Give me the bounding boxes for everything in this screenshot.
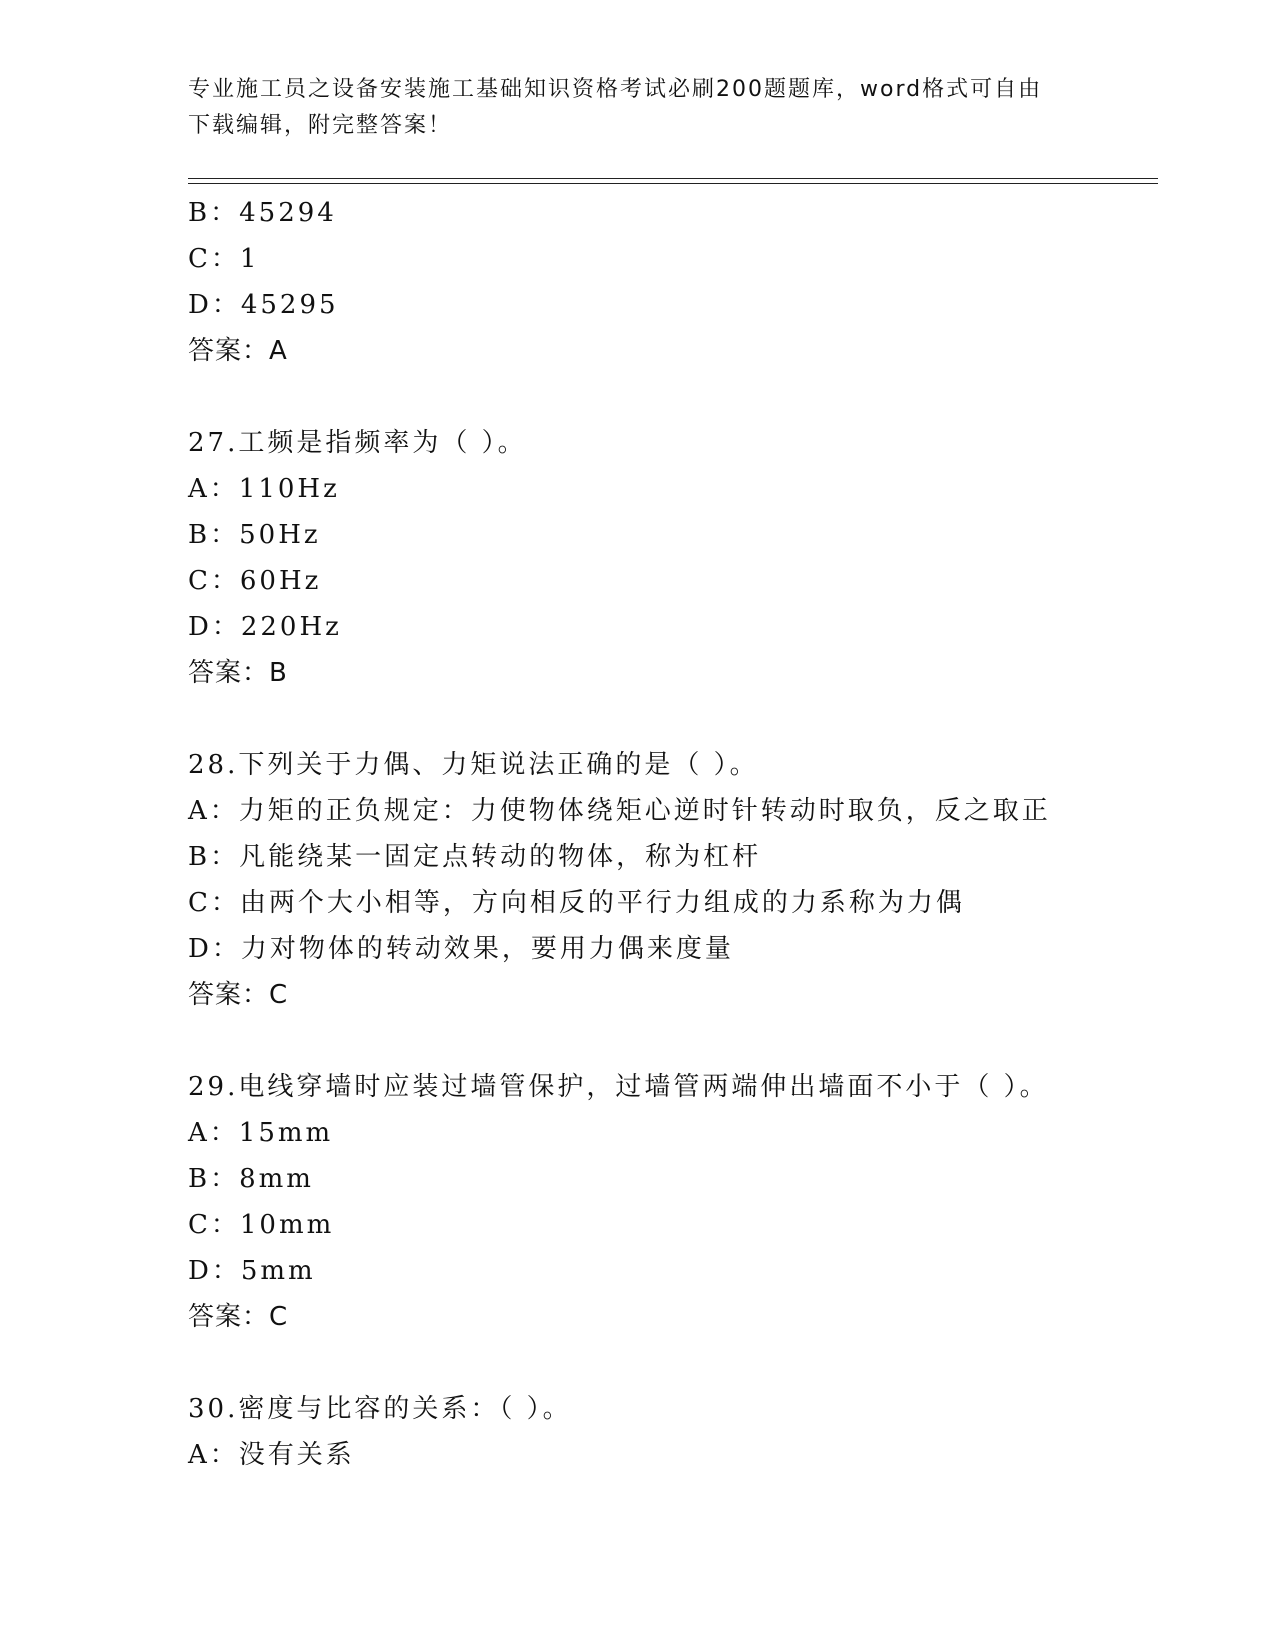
header-title-line-1: 专业施工员之设备安装施工基础知识资格考试必刷200题题库，word格式可自由 bbox=[188, 77, 1043, 102]
option-c: C：1 bbox=[188, 244, 260, 274]
option-a: A：力矩的正负规定：力使物体绕矩心逆时针转动时取负，反之取正 bbox=[188, 796, 1051, 826]
answer-text: 答案：C bbox=[188, 1302, 289, 1332]
option-b: B：8mm bbox=[188, 1164, 314, 1194]
option-d: D：力对物体的转动效果，要用力偶来度量 bbox=[188, 934, 734, 964]
option-c: C：由两个大小相等，方向相反的平行力组成的力系称为力偶 bbox=[188, 888, 965, 918]
header-divider-bottom bbox=[188, 183, 1158, 184]
header-title-line-2: 下载编辑，附完整答案！ bbox=[188, 113, 453, 138]
answer-text: 答案：C bbox=[188, 980, 289, 1010]
option-a: A：110Hz bbox=[188, 474, 340, 504]
answer-text: 答案：B bbox=[188, 658, 288, 688]
question-26-continuation bbox=[188, 190, 1138, 374]
question-stem: 29.电线穿墙时应装过墙管保护，过墙管两端伸出墙面不小于（ ）。 bbox=[188, 1072, 1049, 1102]
question-29 bbox=[188, 1064, 1138, 1340]
spacer bbox=[188, 374, 1138, 420]
header-divider-top bbox=[188, 178, 1158, 179]
option-a: A：15mm bbox=[188, 1118, 334, 1148]
spacer bbox=[188, 1018, 1138, 1064]
option-b: B：凡能绕某一固定点转动的物体，称为杠杆 bbox=[188, 842, 762, 872]
option-a: A：没有关系 bbox=[188, 1440, 355, 1470]
option-d: D：5mm bbox=[188, 1256, 316, 1286]
question-stem: 28.下列关于力偶、力矩说法正确的是（ ）。 bbox=[188, 750, 759, 780]
question-stem: 27.工频是指频率为（ ）。 bbox=[188, 428, 527, 458]
option-d: D：220Hz bbox=[188, 612, 342, 642]
document-header bbox=[188, 72, 1068, 144]
option-b: B：45294 bbox=[188, 198, 337, 228]
option-c: C：60Hz bbox=[188, 566, 322, 596]
question-30 bbox=[188, 1386, 1138, 1478]
option-d: D：45295 bbox=[188, 290, 339, 320]
spacer bbox=[188, 696, 1138, 742]
option-c: C：10mm bbox=[188, 1210, 335, 1240]
spacer bbox=[188, 1340, 1138, 1386]
question-stem: 30.密度与比容的关系：（ ）。 bbox=[188, 1394, 572, 1424]
question-list bbox=[188, 190, 1138, 1478]
question-28 bbox=[188, 742, 1138, 1018]
option-b: B：50Hz bbox=[188, 520, 321, 550]
question-27 bbox=[188, 420, 1138, 696]
answer-text: 答案：A bbox=[188, 336, 288, 366]
